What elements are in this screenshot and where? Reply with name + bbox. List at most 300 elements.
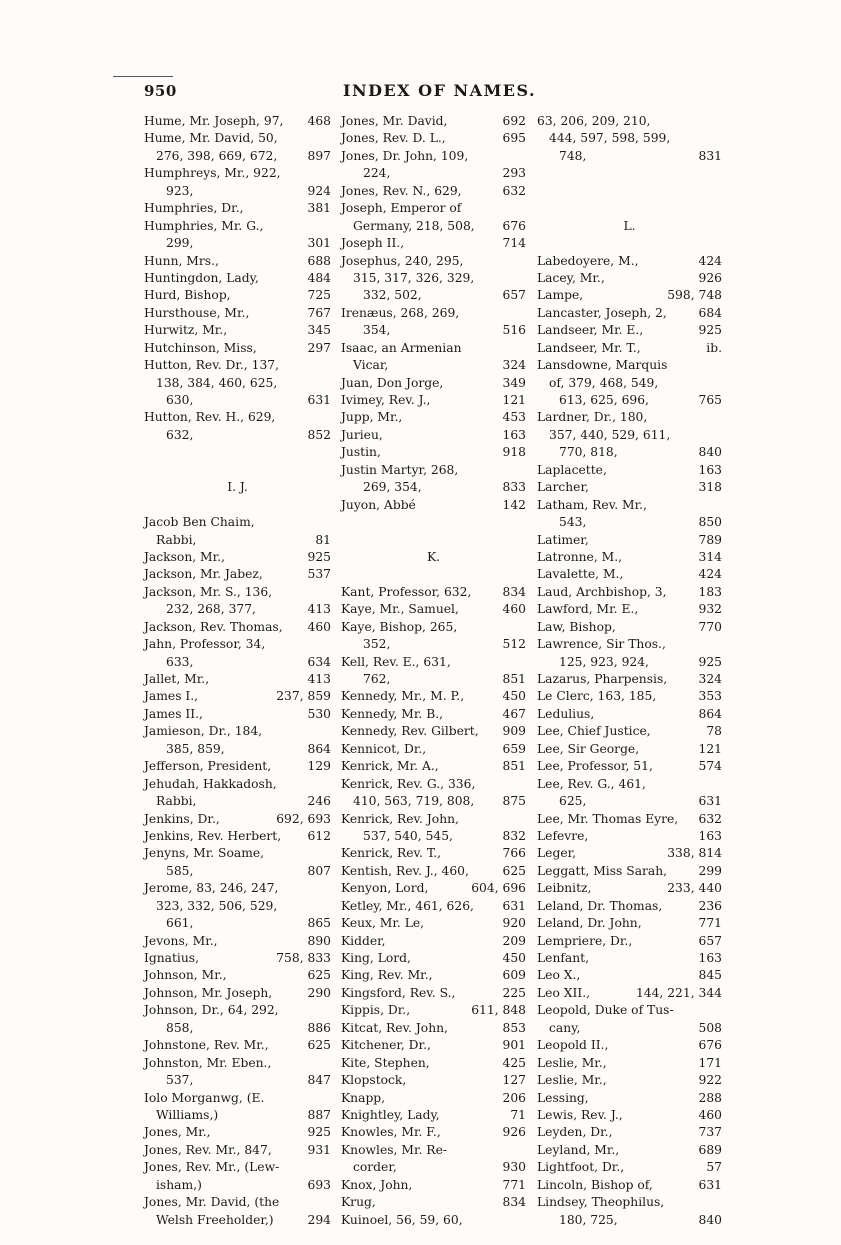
index-entry — [537, 933, 722, 950]
index-entry — [341, 933, 526, 950]
index-entry — [537, 462, 722, 479]
entry-name: Kennicot, Dr., — [341, 741, 427, 756]
index-entry — [341, 235, 526, 252]
index-entry — [341, 636, 526, 653]
entry-page-refs: 183 — [698, 584, 722, 599]
entry-name: Ivimey, Rev. J., — [341, 393, 431, 407]
entry-name: 357, 440, 529, 611, — [549, 427, 671, 442]
entry-name: 63, 206, 209, 210, — [537, 114, 651, 128]
index-entry — [537, 444, 722, 461]
index-entry — [341, 340, 526, 357]
entry-name: Jerome, 83, 246, 247, — [144, 881, 279, 896]
section-letter-heading — [341, 549, 526, 566]
entry-name: 232, 268, 377, — [166, 602, 256, 617]
entry-name: Kennedy, Rev. Gilbert, — [341, 724, 479, 739]
entry-name: 858, — [166, 1020, 194, 1035]
index-entry — [144, 1124, 331, 1141]
entry-name: Ledulius, — [537, 706, 595, 721]
index-entry — [341, 409, 526, 426]
entry-name: 410, 563, 719, 808, — [353, 794, 475, 809]
entry-name: Lavalette, M., — [537, 567, 624, 582]
entry-page-refs: 345 — [307, 323, 331, 338]
entry-name: Jevons, Mr., — [144, 933, 218, 948]
entry-name: Law, Bishop, — [537, 619, 616, 634]
index-entry — [341, 392, 526, 409]
entry-name: Leyland, Mr., — [537, 1142, 620, 1157]
entry-page-refs: 632 — [502, 183, 526, 198]
entry-name: Leland, Dr. Thomas, — [537, 898, 663, 913]
index-entry — [144, 148, 331, 165]
entry-name: Lee, Professor, 51, — [537, 759, 653, 774]
entry-name: James II., — [144, 706, 203, 721]
entry-page-refs: 293 — [502, 166, 526, 181]
entry-page-refs: 875 — [502, 794, 526, 809]
entry-name: Hutton, Rev. Dr., 137, — [144, 358, 280, 373]
entry-page-refs: 901 — [502, 1038, 526, 1053]
entry-page-refs: 294 — [307, 1212, 331, 1227]
entry-name: 625, — [559, 794, 587, 809]
entry-page-refs: 413 — [307, 672, 331, 686]
index-entry — [537, 1020, 722, 1037]
entry-name: 661, — [166, 916, 194, 931]
entry-page-refs: 299 — [698, 863, 722, 878]
entry-page-refs: 765 — [698, 393, 722, 407]
index-entry — [341, 479, 526, 496]
entry-page-refs: 121 — [502, 393, 526, 407]
index-entry — [537, 409, 722, 426]
index-entry — [144, 880, 331, 897]
entry-name: Leibnitz, — [537, 881, 592, 896]
index-entry — [144, 427, 331, 444]
entry-page-refs: 297 — [307, 340, 331, 355]
entry-name: Le Clerc, 163, 185, — [537, 689, 657, 704]
entry-name: Hunn, Mrs., — [144, 253, 219, 268]
index-entry — [144, 183, 331, 200]
top-rule — [113, 76, 173, 77]
index-entry — [537, 584, 722, 601]
blank-line — [144, 444, 331, 461]
entry-name: Jefferson, President, — [144, 759, 272, 774]
index-entry — [341, 1090, 526, 1107]
entry-name: Humphries, Mr. G., — [144, 218, 264, 233]
entry-page-refs: 171 — [698, 1055, 722, 1070]
entry-name: Jackson, Mr., — [144, 549, 225, 564]
index-entry — [341, 1037, 526, 1054]
entry-name: Krug, — [341, 1195, 376, 1210]
entry-name: Lee, Chief Justice, — [537, 724, 651, 739]
section-letter-heading — [144, 479, 331, 496]
index-entry — [144, 165, 331, 182]
index-entry — [144, 200, 331, 217]
index-entry — [144, 898, 331, 915]
index-entry — [537, 357, 722, 374]
index-entry — [537, 479, 722, 496]
index-entry — [144, 532, 331, 549]
entry-name: Hume, Mr. David, 50, — [144, 131, 278, 146]
index-entry — [341, 723, 526, 740]
entry-page-refs: 314 — [698, 549, 722, 564]
entry-name: 632, — [166, 427, 194, 442]
entry-name: 299, — [166, 236, 194, 251]
entry-name: Landseer, Mr. E., — [537, 323, 644, 338]
entry-name: Hume, Mr. Joseph, 97, — [144, 114, 284, 128]
entry-name: Lenfant, — [537, 951, 590, 965]
index-entry — [537, 1107, 722, 1124]
entry-name: Justin Martyr, 268, — [341, 462, 459, 477]
index-entry — [537, 1177, 722, 1194]
index-entry — [537, 1072, 722, 1089]
entry-name: Leslie, Mr., — [537, 1073, 607, 1088]
entry-page-refs: 163 — [698, 951, 722, 965]
index-entry — [537, 688, 722, 705]
entry-page-refs: 609 — [502, 968, 526, 983]
index-entry — [537, 863, 722, 880]
index-entry — [144, 113, 331, 130]
entry-name: Jenkins, Dr., — [144, 811, 220, 826]
index-entry — [341, 1002, 526, 1019]
entry-page-refs: 225 — [502, 985, 526, 1000]
entry-name: Leopold II., — [537, 1038, 609, 1053]
index-entry — [537, 915, 722, 932]
entry-page-refs: 887 — [307, 1107, 331, 1122]
blank-line — [537, 165, 722, 182]
entry-page-refs: 537 — [307, 567, 331, 582]
entry-page-refs: 632 — [698, 811, 722, 826]
entry-page-refs: 864 — [698, 706, 722, 721]
index-entry — [537, 305, 722, 322]
index-column-2 — [341, 113, 526, 1229]
entry-page-refs: 209 — [502, 933, 526, 948]
entry-name: Jackson, Mr. Jabez, — [144, 567, 263, 582]
section-letter: L. — [623, 218, 636, 233]
index-entry — [144, 1107, 331, 1124]
index-entry — [537, 793, 722, 810]
entry-page-refs: 349 — [502, 375, 526, 390]
entry-name: Knowles, Mr. Re- — [341, 1142, 448, 1157]
entry-name: Laud, Archbishop, 3, — [537, 584, 667, 599]
entry-name: Leo X., — [537, 968, 581, 983]
index-entry — [341, 1020, 526, 1037]
entry-name: Jones, Rev. Mr., 847, — [144, 1142, 272, 1157]
index-entry — [144, 253, 331, 270]
entry-page-refs: 81 — [315, 532, 331, 547]
entry-name: Irenæus, 268, 269, — [341, 305, 460, 320]
entry-page-refs: 932 — [698, 602, 722, 617]
index-entry — [341, 811, 526, 828]
entry-name: Kuinoel, 56, 59, 60, — [341, 1212, 463, 1227]
entry-page-refs: 886 — [307, 1020, 331, 1035]
entry-name: Johnson, Dr., 64, 292, — [144, 1003, 279, 1018]
entry-name: Leggatt, Miss Sarah, — [537, 863, 668, 878]
entry-page-refs: 460 — [698, 1107, 722, 1122]
entry-name: Hurd, Bishop, — [144, 288, 231, 303]
index-entry — [341, 828, 526, 845]
index-entry — [144, 671, 331, 688]
entry-name: Jackson, Mr. S., 136, — [144, 584, 273, 599]
entry-page-refs: 301 — [307, 236, 331, 251]
entry-page-refs: 206 — [502, 1090, 526, 1105]
index-entry — [144, 688, 331, 705]
entry-name: Jurieu, — [341, 427, 383, 442]
index-entry — [537, 1212, 722, 1229]
entry-page-refs: 676 — [502, 218, 526, 233]
entry-page-refs: 688 — [307, 253, 331, 268]
index-entry — [537, 287, 722, 304]
entry-name: Lee, Mr. Thomas Eyre, — [537, 811, 679, 826]
entry-page-refs: 864 — [307, 741, 331, 756]
entry-name: Johnstone, Rev. Mr., — [144, 1038, 269, 1053]
entry-name: of, 379, 468, 549, — [549, 375, 659, 390]
entry-name: Ketley, Mr., 461, 626, — [341, 898, 474, 913]
entry-name: Jones, Mr. David, — [341, 114, 448, 128]
entry-name: 923, — [166, 183, 194, 198]
index-entry — [144, 287, 331, 304]
entry-name: 537, 540, 545, — [363, 828, 453, 843]
index-entry — [341, 253, 526, 270]
index-entry — [144, 130, 331, 147]
entry-page-refs: 530 — [307, 706, 331, 721]
index-entry — [537, 758, 722, 775]
entry-name: 269, 354, — [363, 480, 422, 495]
entry-name: Kitchener, Dr., — [341, 1038, 431, 1053]
entry-name: Leo XII., — [537, 985, 591, 1000]
entry-name: Latimer, — [537, 532, 589, 547]
index-entry — [341, 444, 526, 461]
entry-name: Jupp, Mr., — [341, 410, 403, 425]
index-column-1 — [144, 113, 331, 1229]
entry-page-refs: 925 — [307, 1125, 331, 1140]
entry-name: Johnston, Mr. Eben., — [144, 1055, 272, 1070]
index-entry — [341, 357, 526, 374]
entry-name: 354, — [363, 323, 391, 338]
entry-page-refs: 852 — [307, 427, 331, 442]
page-title: INDEX OF NAMES. — [343, 81, 537, 100]
entry-page-refs: 922 — [698, 1073, 722, 1088]
index-entry — [144, 235, 331, 252]
entry-name: Hutchinson, Miss, — [144, 340, 257, 355]
index-entry — [144, 1142, 331, 1159]
entry-page-refs: 831 — [698, 148, 722, 163]
entry-name: Lightfoot, Dr., — [537, 1160, 625, 1175]
entry-name: Lee, Sir George, — [537, 741, 640, 756]
index-entry — [341, 183, 526, 200]
entry-name: 630, — [166, 393, 194, 407]
entry-name: Lessing, — [537, 1090, 589, 1105]
entry-page-refs: 424 — [698, 567, 722, 582]
index-entry — [341, 1194, 526, 1211]
index-entry — [537, 427, 722, 444]
index-entry — [341, 950, 526, 967]
entry-name: Jenyns, Mr. Soame, — [144, 846, 265, 861]
entry-page-refs: 381 — [307, 201, 331, 216]
entry-name: Kennedy, Mr., M. P., — [341, 689, 465, 704]
entry-page-refs: 631 — [698, 1177, 722, 1192]
index-entry — [537, 392, 722, 409]
index-entry — [144, 706, 331, 723]
entry-name: 537, — [166, 1073, 194, 1088]
index-entry — [341, 688, 526, 705]
entry-name: Joseph, Emperor of — [341, 201, 462, 216]
entry-name: Lampe, — [537, 288, 584, 303]
entry-name: Jones, Mr., — [144, 1125, 211, 1140]
entry-page-refs: 767 — [307, 305, 331, 320]
entry-page-refs: 789 — [698, 532, 722, 547]
entry-page-refs: 925 — [698, 654, 722, 669]
entry-page-refs: 725 — [307, 288, 331, 303]
entry-name: Leland, Dr. John, — [537, 916, 642, 931]
index-entry — [144, 1037, 331, 1054]
index-entry — [537, 985, 722, 1002]
entry-page-refs: 634 — [307, 654, 331, 669]
index-entry — [537, 706, 722, 723]
entry-page-refs: 468 — [307, 114, 331, 128]
entry-page-refs: 324 — [698, 672, 722, 686]
index-entry — [537, 776, 722, 793]
entry-name: Jacob Ben Chaim, — [144, 515, 255, 530]
entry-name: Hurwitz, Mr., — [144, 323, 228, 338]
entry-name: 332, 502, — [363, 288, 422, 303]
index-entry — [341, 1072, 526, 1089]
entry-name: Hutton, Rev. H., 629, — [144, 410, 276, 425]
index-entry — [144, 392, 331, 409]
index-entry — [341, 1177, 526, 1194]
index-entry — [341, 1124, 526, 1141]
entry-page-refs: 625 — [502, 863, 526, 878]
entry-page-refs: 604, 696 — [471, 881, 526, 896]
entry-name: 770, 818, — [559, 445, 618, 460]
entry-name: Jones, Rev. Mr., (Lew- — [144, 1160, 280, 1175]
index-entry — [537, 898, 722, 915]
entry-name: Kitcat, Rev. John, — [341, 1020, 448, 1035]
index-column-3 — [537, 113, 722, 1229]
entry-name: Landseer, Mr. T., — [537, 340, 641, 355]
entry-name: 762, — [363, 672, 391, 686]
entry-name: Lardner, Dr., 180, — [537, 410, 648, 425]
index-entry — [144, 357, 331, 374]
index-entry — [144, 915, 331, 932]
entry-page-refs: 236 — [698, 898, 722, 913]
blank-line — [341, 532, 526, 549]
entry-page-refs: 692 — [502, 114, 526, 128]
entry-page-refs: 611, 848 — [471, 1003, 526, 1018]
entry-page-refs: 424 — [698, 253, 722, 268]
entry-name: Kidder, — [341, 933, 386, 948]
entry-name: Leopold, Duke of Tus- — [537, 1003, 674, 1018]
entry-name: 315, 317, 326, 329, — [353, 270, 475, 285]
index-entry — [144, 985, 331, 1002]
entry-name: Vicar, — [353, 358, 389, 373]
blank-line — [537, 183, 722, 200]
blank-line — [537, 200, 722, 217]
entry-page-refs: 693 — [307, 1177, 331, 1192]
entry-name: Johnson, Mr., — [144, 968, 227, 983]
entry-name: Latronne, M., — [537, 549, 623, 564]
entry-name: Kant, Professor, 632, — [341, 584, 472, 599]
index-entry — [537, 497, 722, 514]
index-entry — [341, 967, 526, 984]
entry-page-refs: 925 — [307, 549, 331, 564]
index-entry — [144, 1055, 331, 1072]
entry-page-refs: 598, 748 — [667, 288, 722, 303]
index-entry — [144, 1212, 331, 1229]
entry-page-refs: 516 — [502, 323, 526, 338]
entry-name: Knapp, — [341, 1090, 386, 1105]
entry-page-refs: 413 — [307, 602, 331, 617]
index-entry — [537, 1194, 722, 1211]
index-entry — [341, 706, 526, 723]
entry-page-refs: 657 — [698, 933, 722, 948]
entry-page-refs: 890 — [307, 933, 331, 948]
index-entry — [341, 218, 526, 235]
entry-name: Latham, Rev. Mr., — [537, 497, 647, 512]
index-entry — [144, 1072, 331, 1089]
index-entry — [144, 340, 331, 357]
index-entry — [341, 113, 526, 130]
index-entry — [341, 915, 526, 932]
entry-page-refs: 845 — [698, 968, 722, 983]
entry-page-refs: 467 — [502, 706, 526, 721]
entry-page-refs: 631 — [698, 794, 722, 809]
entry-page-refs: 897 — [307, 148, 331, 163]
index-entry — [144, 863, 331, 880]
index-entry — [537, 967, 722, 984]
entry-name: James I., — [144, 689, 199, 704]
entry-name: 748, — [559, 148, 587, 163]
entry-name: Rabbi, — [156, 532, 197, 547]
index-entry — [341, 898, 526, 915]
index-entry — [537, 601, 722, 618]
entry-name: Humphreys, Mr., 922, — [144, 166, 281, 181]
entry-name: Jahn, Professor, 34, — [144, 637, 266, 652]
entry-page-refs: 865 — [307, 916, 331, 931]
entry-name: 323, 332, 506, 529, — [156, 898, 278, 913]
index-entry — [537, 130, 722, 147]
entry-page-refs: 631 — [307, 393, 331, 407]
entry-name: 613, 625, 696, — [559, 393, 649, 407]
index-entry — [341, 1142, 526, 1159]
entry-page-refs: 290 — [307, 985, 331, 1000]
entry-name: 543, — [559, 515, 587, 530]
index-entry — [144, 601, 331, 618]
index-entry — [144, 1020, 331, 1037]
entry-page-refs: 450 — [502, 951, 526, 965]
index-entry — [144, 741, 331, 758]
entry-page-refs: 771 — [698, 916, 722, 931]
entry-page-refs: 850 — [698, 515, 722, 530]
entry-name: Kell, Rev. E., 631, — [341, 654, 451, 669]
entry-page-refs: 57 — [706, 1160, 722, 1175]
index-entry — [144, 409, 331, 426]
entry-page-refs: 737 — [698, 1125, 722, 1140]
index-entry — [144, 514, 331, 531]
index-entry — [144, 218, 331, 235]
entry-name: Knox, John, — [341, 1177, 413, 1192]
entry-name: Lawford, Mr. E., — [537, 602, 639, 617]
entry-page-refs: 847 — [307, 1073, 331, 1088]
entry-name: Jones, Mr. David, (the — [144, 1195, 280, 1210]
index-entry — [144, 305, 331, 322]
index-entry — [537, 636, 722, 653]
index-entry — [537, 270, 722, 287]
entry-page-refs: 142 — [502, 497, 526, 512]
index-entry — [537, 113, 722, 130]
index-entry — [144, 845, 331, 862]
entry-page-refs: 925 — [698, 323, 722, 338]
section-letter: I. J. — [227, 480, 248, 495]
index-entry — [537, 148, 722, 165]
entry-name: corder, — [353, 1160, 397, 1175]
entry-name: Jones, Rev. N., 629, — [341, 183, 462, 198]
